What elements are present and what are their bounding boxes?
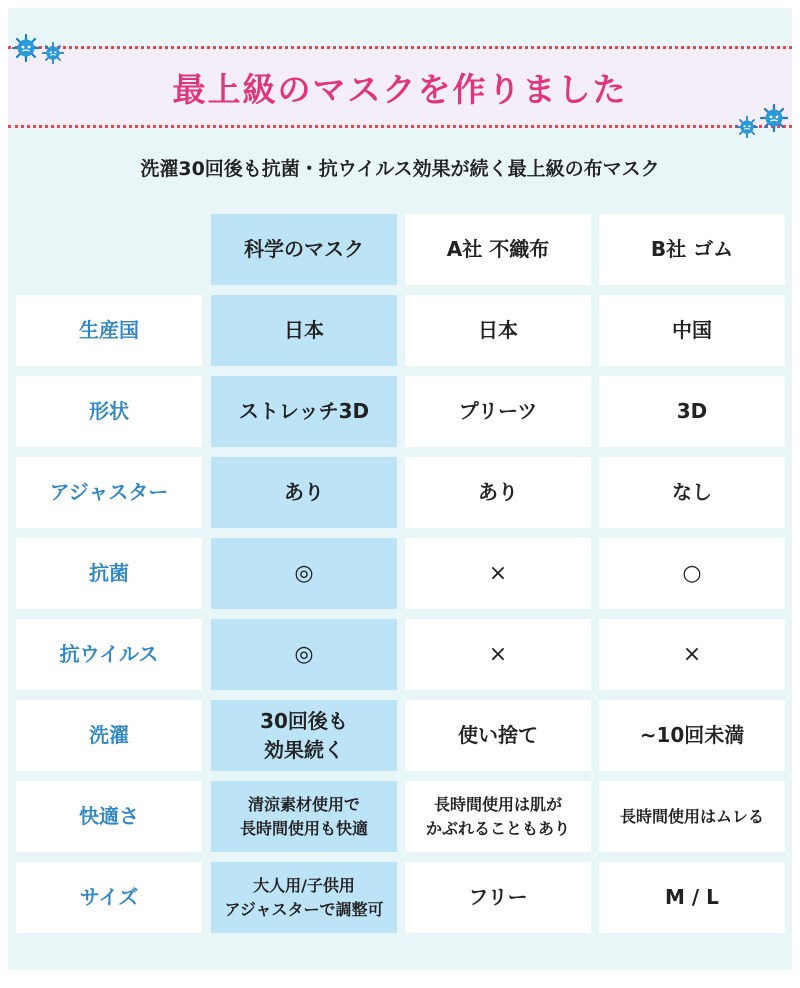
- virus-icon: [12, 34, 40, 62]
- table-cell: [211, 700, 397, 771]
- table-cell: [599, 700, 785, 771]
- table-cell: ストレッチ3D: [211, 376, 397, 447]
- cell-line: アジャスターで調整可: [224, 899, 384, 919]
- table-cell: [405, 700, 591, 771]
- table-cell: プリーツ: [405, 376, 591, 447]
- virus-icon: [42, 42, 64, 64]
- virus-icon: [736, 116, 758, 138]
- row-label-washing: 洗濯: [16, 700, 202, 771]
- table-cell: あり: [211, 457, 397, 528]
- cell-line: 効果続く: [264, 737, 344, 762]
- cell-line: 長時間使用はムレる: [619, 806, 764, 826]
- table-cell: ◎: [211, 619, 397, 690]
- table-cell: あり: [405, 457, 591, 528]
- comparison-panel: [8, 8, 792, 970]
- table-cell: 中国: [599, 295, 785, 366]
- column-header-a-company: A社 不織布: [405, 214, 591, 285]
- table-cell: [211, 862, 397, 933]
- cell-line: 30回後も: [260, 708, 348, 733]
- table-cell: [211, 781, 397, 852]
- table-cell: [599, 781, 785, 852]
- title-banner: [8, 46, 792, 128]
- cell-line: ~10回未満: [639, 723, 745, 747]
- row-label-size: サイズ: [16, 862, 202, 933]
- row-label-antibacterial: 抗菌: [16, 538, 202, 609]
- table-cell: ◎: [211, 538, 397, 609]
- row-label-comfort: 快適さ: [16, 781, 202, 852]
- column-header-b-company: B社 ゴム: [599, 214, 785, 285]
- table-cell: 3D: [599, 376, 785, 447]
- cell-line: 長時間使用も快適: [239, 818, 368, 838]
- cell-line: 長時間使用は肌が: [433, 795, 562, 815]
- table-cell: ×: [405, 538, 591, 609]
- cell-line: 大人用/子供用: [253, 876, 355, 896]
- table-cell: [405, 862, 591, 933]
- cell-line: M / L: [665, 885, 719, 909]
- cell-line: フリー: [468, 885, 528, 909]
- table-cell: [599, 862, 785, 933]
- cell-line: かぶれることもあり: [425, 818, 570, 838]
- subtitle: 洗濯30回後も抗菌・抗ウイルス効果が続く最上級の布マスク: [140, 158, 660, 180]
- row-label-shape: 形状: [16, 376, 202, 447]
- column-header-kagaku: 科学のマスク: [211, 214, 397, 285]
- cell-line: 清涼素材使用で: [247, 795, 360, 815]
- table-cell: なし: [599, 457, 785, 528]
- cell-line: 使い捨て: [458, 723, 538, 747]
- table-cell: [405, 781, 591, 852]
- table-cell: 日本: [405, 295, 591, 366]
- row-label-antiviral: 抗ウイルス: [16, 619, 202, 690]
- table-cell: ○: [599, 538, 785, 609]
- banner-title: 最上級のマスクを作りました: [172, 69, 628, 109]
- table-cell: 日本: [211, 295, 397, 366]
- row-label-origin: 生産国: [16, 295, 202, 366]
- virus-icon: [760, 104, 788, 132]
- table-cell: ×: [405, 619, 591, 690]
- table-cell: ×: [599, 619, 785, 690]
- row-label-adjuster: アジャスター: [16, 457, 202, 528]
